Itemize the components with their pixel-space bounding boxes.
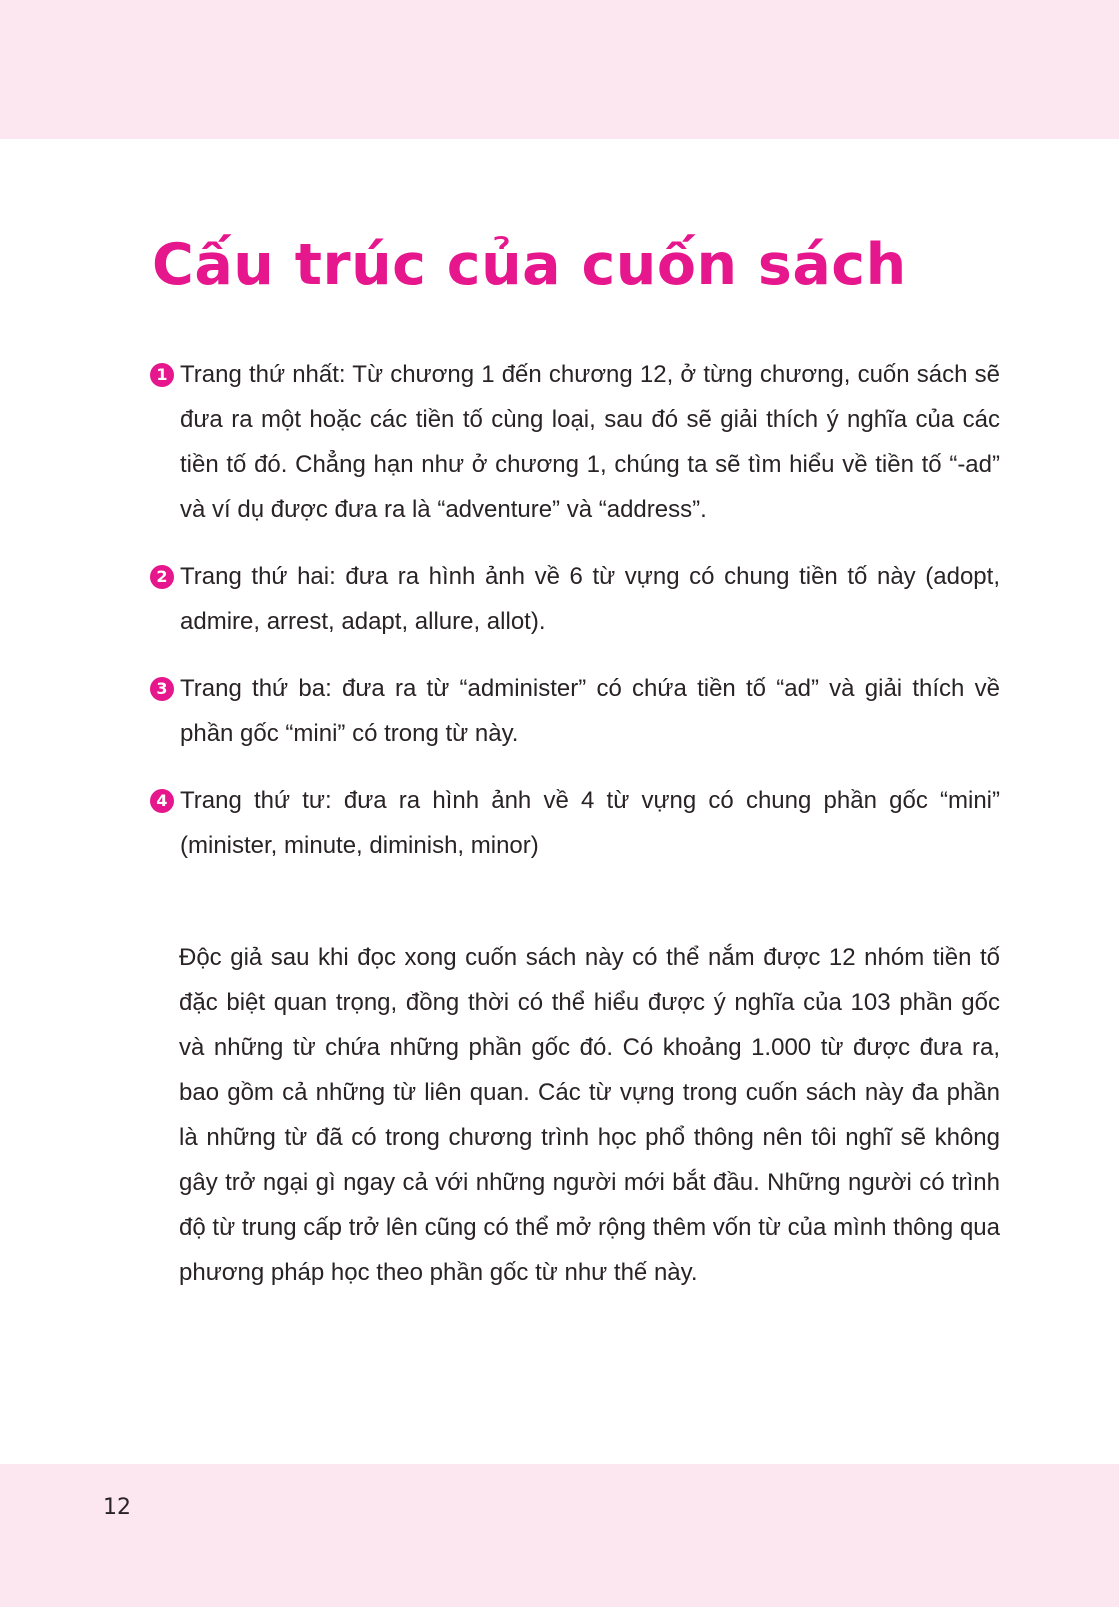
number-circle-icon: 2 xyxy=(150,565,174,589)
page-title: Cấu trúc của cuốn sách xyxy=(152,232,907,298)
list-item-text: Trang thứ nhất: Từ chương 1 đến chương 12, ở từng chương, cuốn sách sẽ đưa ra một hoặc các tiền tố cùng loại, sau đó sẽ giải thích ý nghĩa của các tiền tố đó. Chẳng hạn như ở chương 1, chúng ta sẽ tìm hiểu về tiền tố “-ad” và ví dụ được đưa ra là “adventure” và “address”. xyxy=(180,361,1000,523)
header-band xyxy=(0,0,1119,139)
body-paragraph: Độc giả sau khi đọc xong cuốn sách này có thể nắm được 12 nhóm tiền tố đặc biệt quan trọng, đồng thời có thể hiểu được ý nghĩa của 103 phần gốc và những từ chứa những phần gốc đó. Có khoảng 1.000 từ được đưa ra, bao gồm cả những từ liên quan. Các từ vựng trong cuốn sách này đa phần là những từ đã có trong chương trình học phổ thông nên tôi nghĩ sẽ không gây trở ngại gì ngay cả với những người mới bắt đầu. Những người có trình độ từ trung cấp trở lên cũng có thể mở rộng thêm vốn từ của mình thông qua phương pháp học theo phần gốc từ như thế này. xyxy=(179,944,1000,1286)
list-item xyxy=(150,778,1000,868)
list-item xyxy=(150,666,1000,756)
page-number: 12 xyxy=(103,1495,131,1520)
number-circle-icon: 4 xyxy=(150,789,174,813)
number-circle-icon: 1 xyxy=(150,363,174,387)
footer-band xyxy=(0,1464,1119,1607)
list-item xyxy=(150,352,1000,532)
structure-list xyxy=(150,352,1000,890)
list-item-text: Trang thứ hai: đưa ra hình ảnh về 6 từ vựng có chung tiền tố này (adopt, admire, arrest, adapt, allure, allot). xyxy=(180,563,1000,635)
number-circle-icon: 3 xyxy=(150,677,174,701)
list-item xyxy=(150,554,1000,644)
list-item-text: Trang thứ ba: đưa ra từ “administer” có chứa tiền tố “ad” và giải thích về phần gốc “mini” có trong từ này. xyxy=(180,675,1000,747)
list-item-text: Trang thứ tư: đưa ra hình ảnh về 4 từ vựng có chung phần gốc “mini” (minister, minute, diminish, minor) xyxy=(180,787,1000,859)
